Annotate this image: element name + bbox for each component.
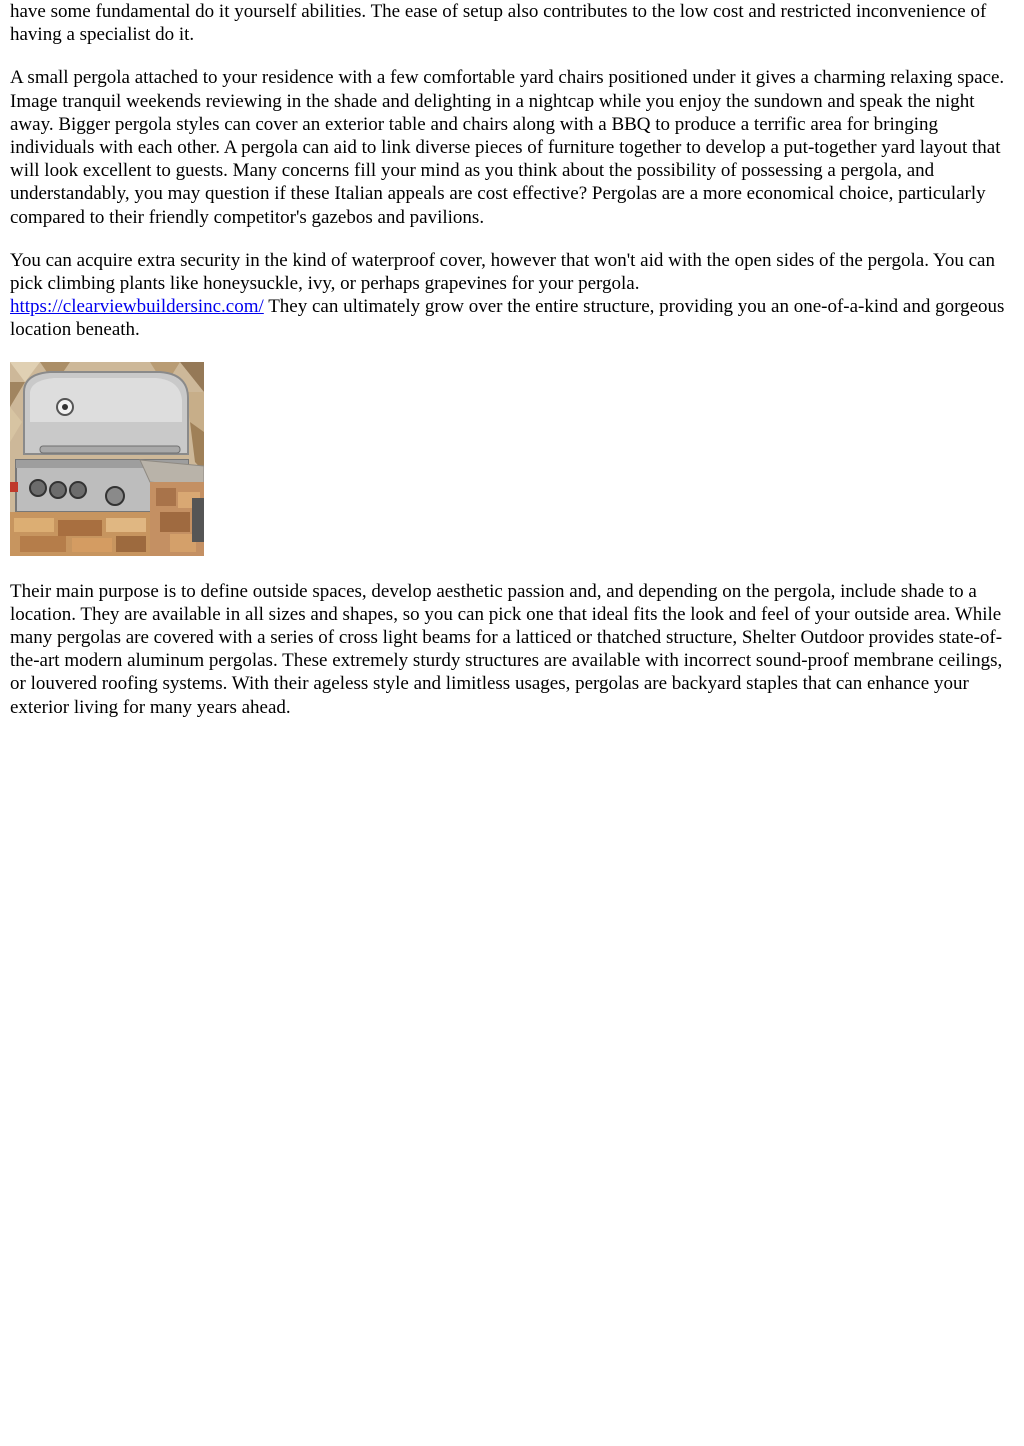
grill-image-container [10, 362, 1014, 556]
paragraph-3-text-after: They can ultimately grow over the entire structure, providing you an one-of-a-kind and gorgeous location beneath. [10, 296, 1005, 341]
bbq-grill-photo-icon [10, 362, 204, 556]
paragraph-2: A small pergola attached to your residence with a few comfortable yard chairs positioned under it gives a charming relaxing space. Image tranquil weekends reviewing in the shade and delighting in a nightcap while you enjoy the sundown and speak the night away. Bigger pergola styles can cover an exterior table and chairs along with a BBQ to produce a terrific area for bringing individuals with each other. A pergola can aid to link diverse pieces of furniture together to develop a put-together yard layout that will look excellent to guests. Many concerns fill your mind as you think about the possibility of possessing a pergola, and understandably, you may question if these Italian appeals are cost effective? Pergolas are a more economical choice, particularly compared to their friendly competitor's gazebos and pavilions. [10, 67, 1005, 228]
paragraph-3-text-before: You can acquire extra security in the kind of waterproof cover, however that won't aid with the open sides of the pergola. You can pick climbing plants like honeysuckle, ivy, or perhaps grapevines for your pergola. [10, 249, 995, 295]
paragraph-3 [10, 249, 1014, 342]
builder-link[interactable]: https://clearviewbuildersinc.com/ [10, 296, 264, 318]
paragraph-1: have some fundamental do it yourself abilities. The ease of setup also contributes to the low cost and restricted inconvenience of having a specialist do it. [10, 1, 987, 46]
paragraph-4: Their main purpose is to define outside spaces, develop aesthetic passion and, and depending on the pergola, include shade to a location. They are available in all sizes and shapes, so you can pick one that ideal fits the look and feel of your outside area. While many pergolas are covered with a series of cross light beams for a latticed or thatched structure, Shelter Outdoor provides state-of-the-art modern aluminum pergolas. These extremely sturdy structures are available with incorrect sound-proof membrane ceilings, or louvered roofing systems. With their ageless style and limitless usages, pergolas are backyard staples that can enhance your exterior living for many years ahead. [10, 580, 1003, 718]
article-body [0, 0, 1024, 719]
